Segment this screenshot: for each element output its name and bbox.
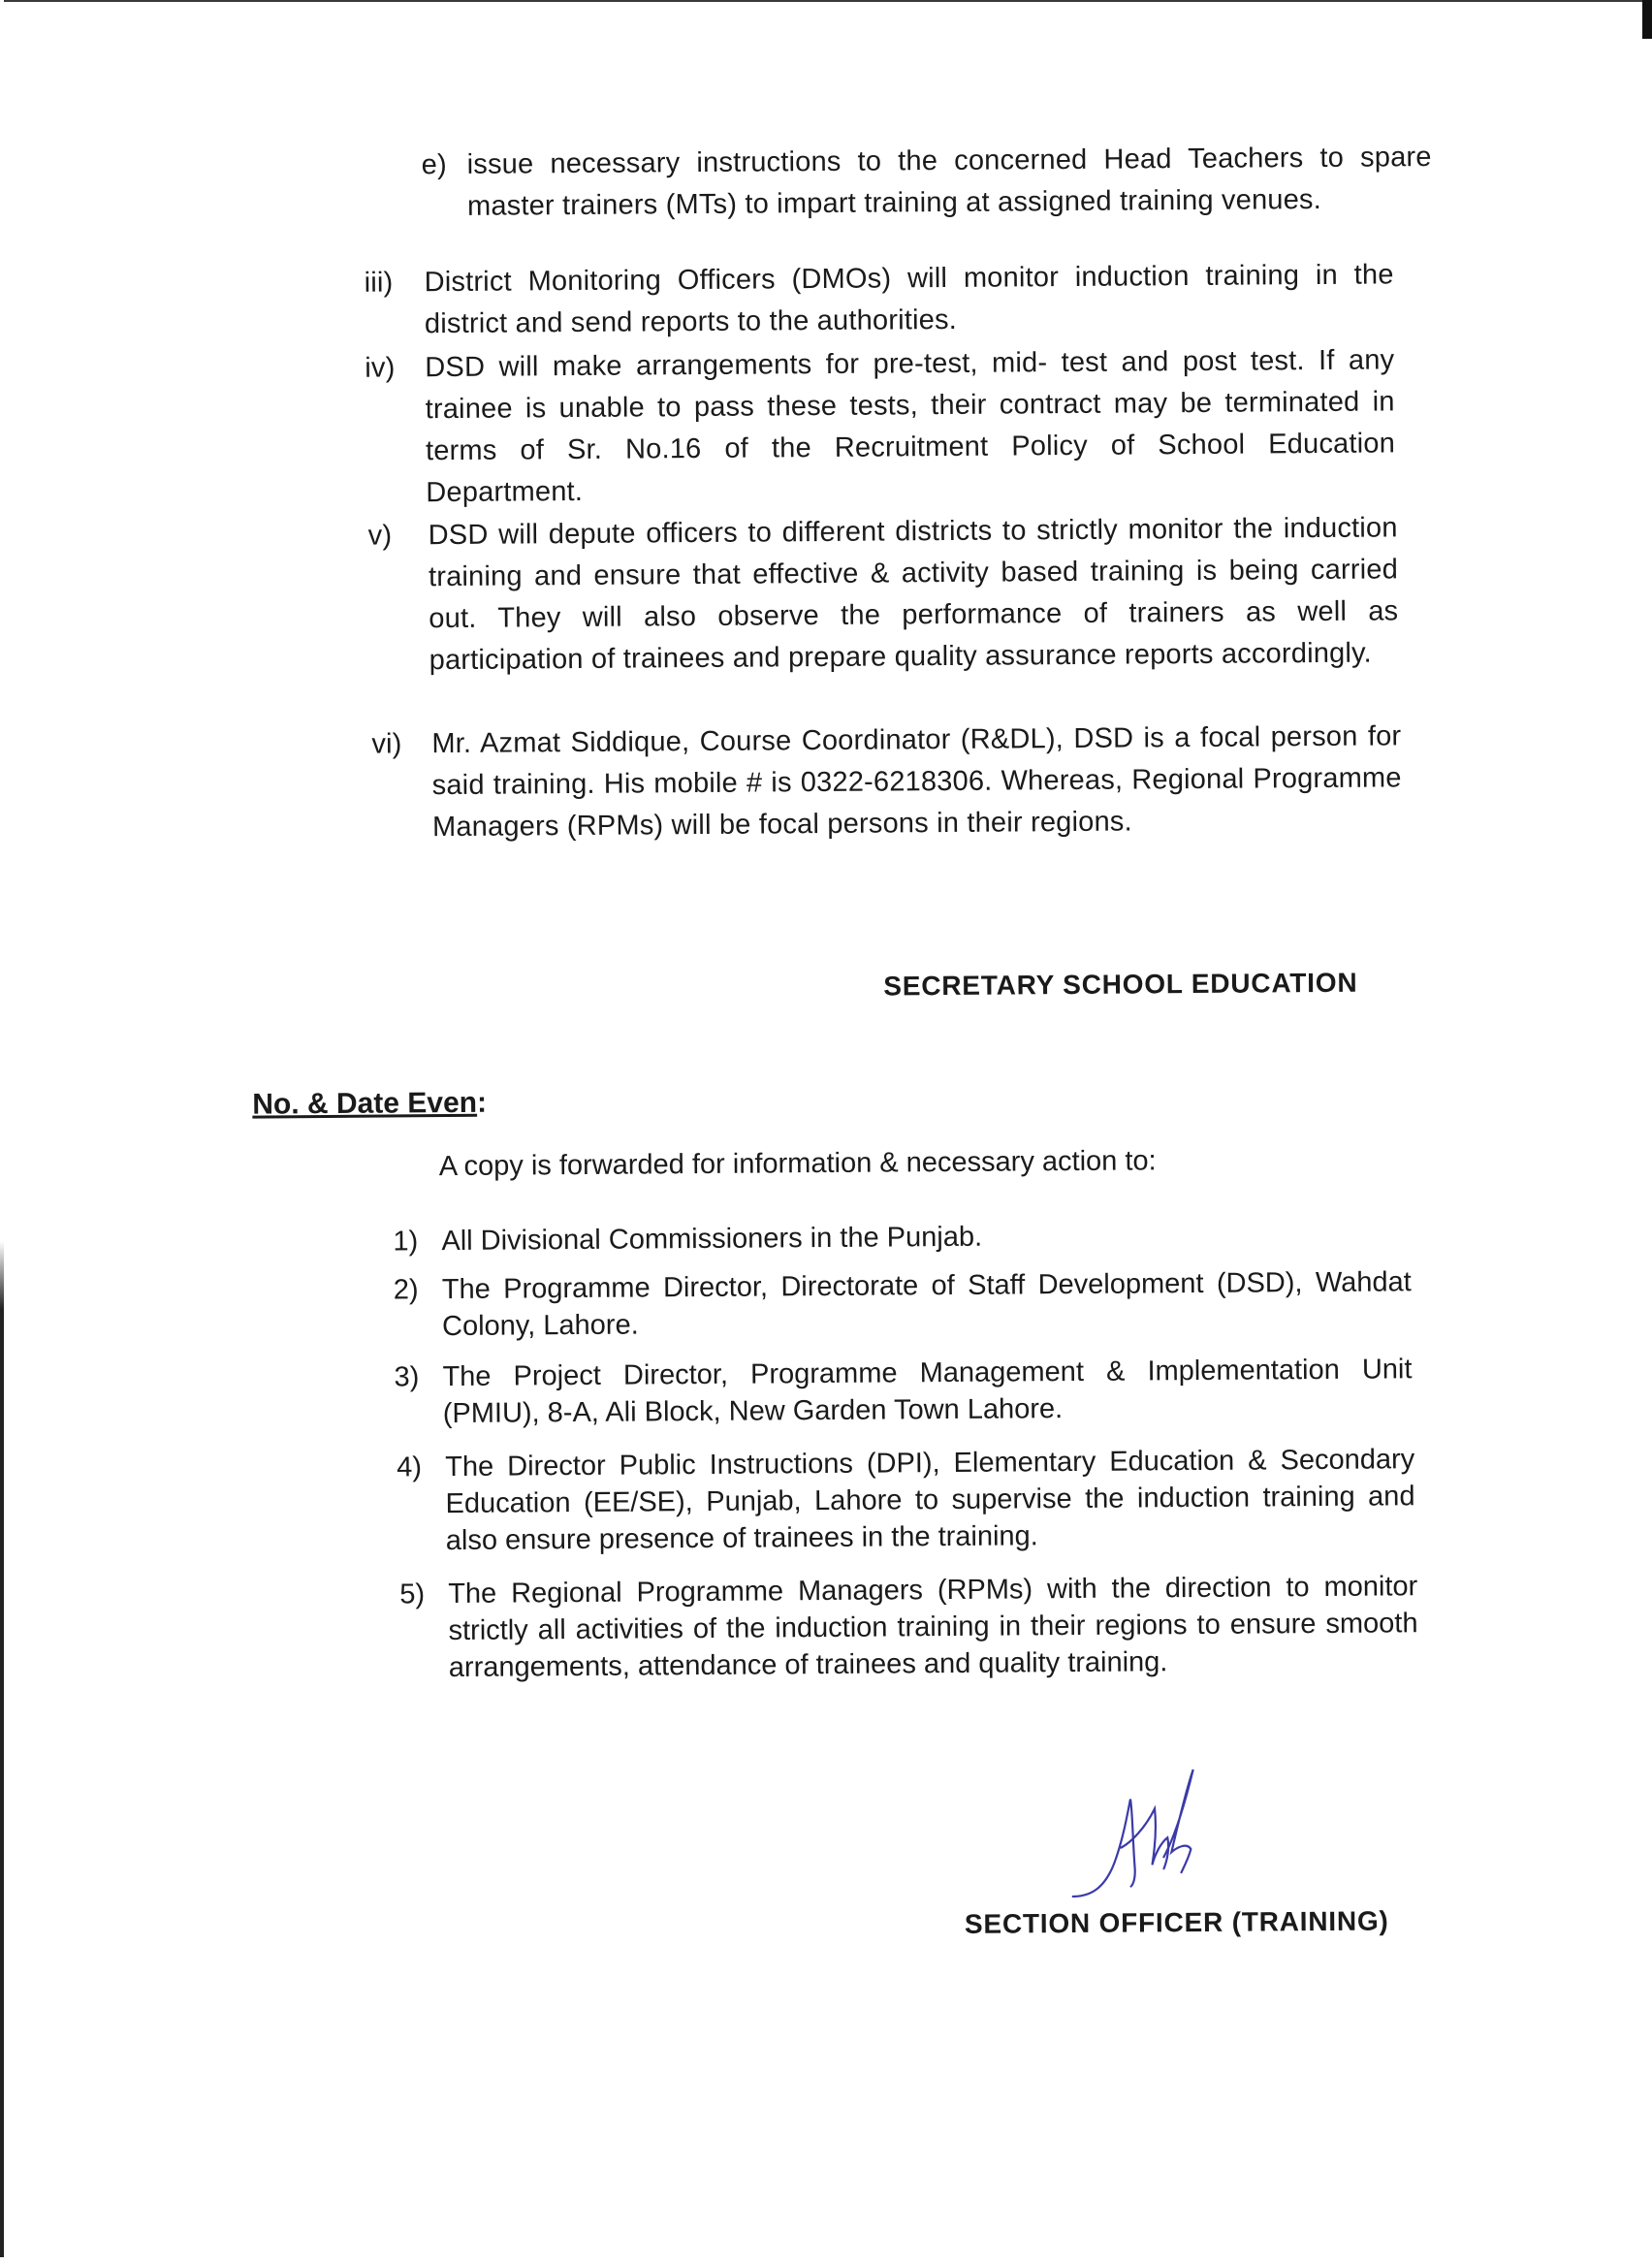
list-text: issue necessary instructions to the concerned Head Teachers to spare master trainers (MTs) to impart training at assigned training venues. xyxy=(466,142,1432,222)
list-marker: 2) xyxy=(393,1274,419,1306)
list-marker: iii) xyxy=(364,267,394,299)
list-marker: iv) xyxy=(365,352,396,384)
heading-label: No. & Date Even xyxy=(252,1086,478,1121)
list-text: The Director Public Instructions (DPI), Elementary Education & Secondary Education (EE/SE), Punjab, Lahore to supervise the induction training and also ensure presence of trainees in the training. xyxy=(445,1444,1415,1557)
heading-colon: : xyxy=(476,1086,488,1119)
forwarding-intro: A copy is forwarded for information & necessary action to: xyxy=(438,1145,1157,1183)
list-text: Mr. Azmat Siddique, Course Coordinator (R&DL), DSD is a focal person for said training. His mobile # is 0322-6218306. Whereas, Regional Programme Managers (RPMs) will be focal persons in their regions. xyxy=(431,720,1402,844)
list-marker: e) xyxy=(421,149,447,181)
list-text: The Regional Programme Managers (RPMs) with the direction to monitor strictly all activities of the induction training in their regions to ensure smooth arrangements, attendance of trainees and quality training. xyxy=(448,1571,1418,1684)
list-text: The Project Director, Programme Management & Implementation Unit (PMIU), 8-A, Ali Block, New Garden Town Lahore. xyxy=(442,1354,1413,1430)
list-text: DSD will make arrangements for pre-test, mid- test and post test. If any trainee is unable to pass these tests, their contract may be terminated in terms of Sr. No.16 of the Recruitment Policy of School Education Department. xyxy=(425,344,1396,509)
list-marker: 1) xyxy=(393,1226,419,1258)
list-marker: 5) xyxy=(399,1578,426,1610)
list-text: The Programme Director, Directorate of Staff Development (DSD), Wahdat Colony, Lahore. xyxy=(441,1266,1412,1343)
reference-heading xyxy=(252,1087,487,1122)
list-text: All Divisional Commissioners in the Punjab. xyxy=(441,1221,983,1258)
signatory-section-officer: SECTION OFFICER (TRAINING) xyxy=(964,1905,1389,1939)
list-marker: 3) xyxy=(394,1361,420,1393)
signatory-secretary: SECRETARY SCHOOL EDUCATION xyxy=(883,967,1358,1002)
handwritten-signature xyxy=(1063,1750,1219,1906)
list-marker: 4) xyxy=(397,1451,423,1483)
list-text: District Monitoring Officers (DMOs) will monitor induction training in the district and send reports to the authorities. xyxy=(424,259,1394,340)
list-marker: vi) xyxy=(371,728,402,760)
list-text: DSD will depute officers to different districts to strictly monitor the induction training and ensure that effective & activity based training is being carried out. They will also observe the performance of trainers as well as participation of trainees and prepare quality assurance reports accordingly. xyxy=(428,512,1399,677)
list-marker: v) xyxy=(367,520,393,552)
